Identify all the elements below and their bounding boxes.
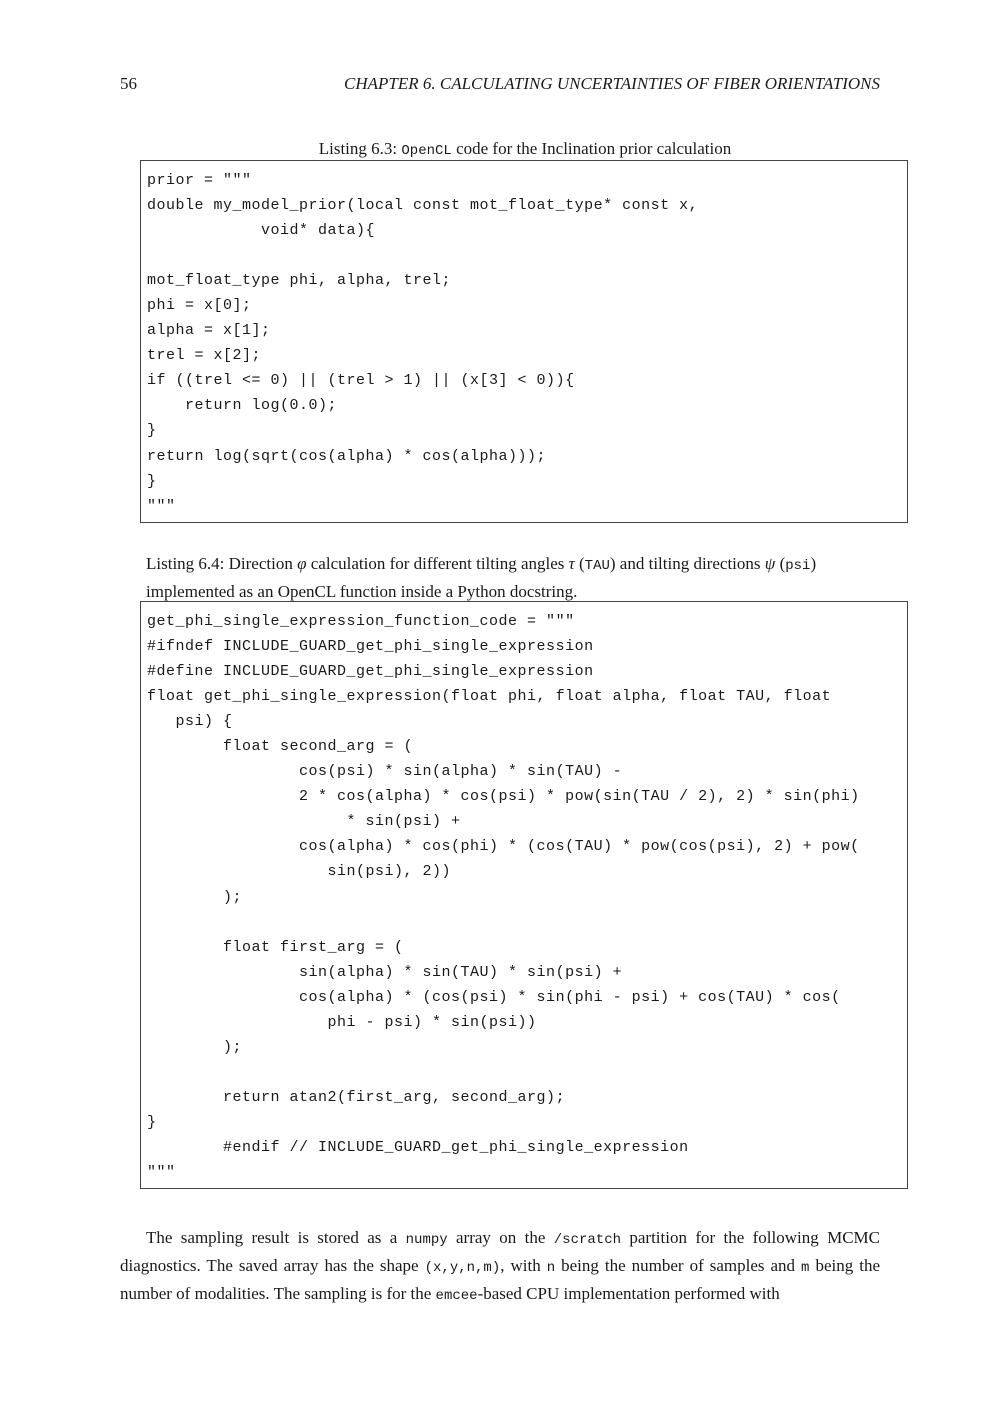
code-line: float second_arg = (	[147, 738, 414, 756]
code-line: void* data){	[147, 222, 376, 240]
running-head: CHAPTER 6. CALCULATING UNCERTAINTIES OF FIBER ORIENTATIONS	[344, 74, 880, 93]
code-line	[147, 1060, 907, 1085]
code-line: }	[147, 1113, 157, 1131]
code-line: }	[147, 472, 157, 490]
inline-code: (x,y,n,m)	[424, 1260, 501, 1276]
code-line: phi = x[0];	[147, 297, 252, 315]
listing-6-4-code-box	[140, 601, 908, 1189]
caption-code: TAU	[584, 558, 610, 574]
body-text: The sampling result is stored as a	[146, 1228, 406, 1247]
code-line: return log(sqrt(cos(alpha) * cos(alpha)));	[147, 447, 547, 465]
caption-text: (	[775, 554, 786, 573]
code-line: * sin(psi) +	[147, 813, 461, 831]
code-line: float first_arg = (	[147, 938, 404, 956]
code-line: #define INCLUDE_GUARD_get_phi_single_expression	[147, 663, 594, 681]
tau-symbol: τ	[568, 554, 575, 573]
page-number: 56	[120, 74, 137, 93]
phi-symbol: φ	[297, 554, 307, 573]
code-line: return log(0.0);	[147, 397, 338, 415]
code-line: alpha = x[1];	[147, 322, 271, 340]
code-line: get_phi_single_expression_function_code = """	[147, 613, 575, 630]
listing-6-3-code-box	[140, 160, 908, 523]
body-text: , with	[500, 1256, 547, 1275]
body-text: partition for the following MCMC diagnostics. The saved array has the shape	[120, 1228, 880, 1275]
listing-6-4-code	[141, 602, 907, 1185]
page-header	[120, 74, 880, 98]
code-line: #ifndef INCLUDE_GUARD_get_phi_single_expression	[147, 638, 594, 656]
code-line: float get_phi_single_expression(float phi, float alpha, float TAU, float	[147, 688, 832, 706]
inline-code: m	[801, 1260, 810, 1276]
body-paragraph	[120, 1225, 880, 1309]
code-line: cos(alpha) * (cos(psi) * sin(phi - psi) + cos(TAU) * cos(	[147, 988, 841, 1006]
caption-text: ) and tilting directions	[609, 554, 765, 573]
code-line: double my_model_prior(local const mot_float_type* const x,	[147, 197, 699, 215]
caption-text: calculation for different tilting angles	[306, 554, 569, 573]
code-line: );	[147, 888, 243, 906]
code-line	[147, 243, 907, 268]
inline-code: n	[546, 1260, 556, 1276]
caption-code: OpenCL	[401, 143, 452, 159]
inline-code: emcee	[435, 1288, 478, 1304]
code-line: 2 * cos(alpha) * cos(psi) * pow(sin(TAU / 2), 2) * sin(phi)	[147, 788, 860, 806]
inline-code: /scratch	[553, 1232, 621, 1248]
code-line: prior = """	[147, 172, 252, 189]
caption-text: Listing 6.3:	[318, 139, 402, 158]
body-text: array on the	[447, 1228, 554, 1247]
listing-6-3-code	[141, 161, 907, 519]
code-line: """	[147, 497, 176, 515]
caption-text: Listing 6.4: Direction	[146, 554, 298, 573]
code-line: );	[147, 1038, 243, 1056]
code-line: cos(psi) * sin(alpha) * sin(TAU) -	[147, 763, 623, 781]
caption-text: code for the Inclination prior calculation	[451, 139, 732, 158]
code-line: """	[147, 1164, 176, 1182]
psi-symbol: ψ	[764, 554, 776, 573]
caption-text: ) implemented as an OpenCL function inside a Python docstring.	[146, 554, 817, 601]
code-line: psi) {	[147, 713, 233, 731]
code-line: sin(psi), 2))	[147, 863, 452, 881]
code-line: sin(alpha) * sin(TAU) * sin(psi) +	[147, 963, 623, 981]
code-line: #endif // INCLUDE_GUARD_get_phi_single_expression	[147, 1138, 689, 1156]
caption-text: (	[574, 554, 585, 573]
code-line: cos(alpha) * cos(phi) * (cos(TAU) * pow(cos(psi), 2) + pow(	[147, 838, 860, 856]
code-line: mot_float_type phi, alpha, trel;	[147, 272, 452, 290]
code-line	[147, 910, 907, 935]
caption-code: psi	[785, 558, 811, 574]
code-line: }	[147, 422, 157, 440]
code-line: return atan2(first_arg, second_arg);	[147, 1088, 566, 1106]
body-text: -based CPU implementation performed with	[477, 1284, 780, 1303]
body-text: being the number of modalities. The sampling is for the	[120, 1256, 880, 1303]
code-line: trel = x[2];	[147, 347, 262, 365]
code-line: if ((trel <= 0) || (trel > 1) || (x[3] < 0)){	[147, 372, 575, 390]
listing-6-4-caption	[146, 551, 906, 604]
inline-code: numpy	[405, 1232, 448, 1248]
body-text: being the number of samples and	[555, 1256, 802, 1275]
code-line: phi - psi) * sin(psi))	[147, 1013, 537, 1031]
